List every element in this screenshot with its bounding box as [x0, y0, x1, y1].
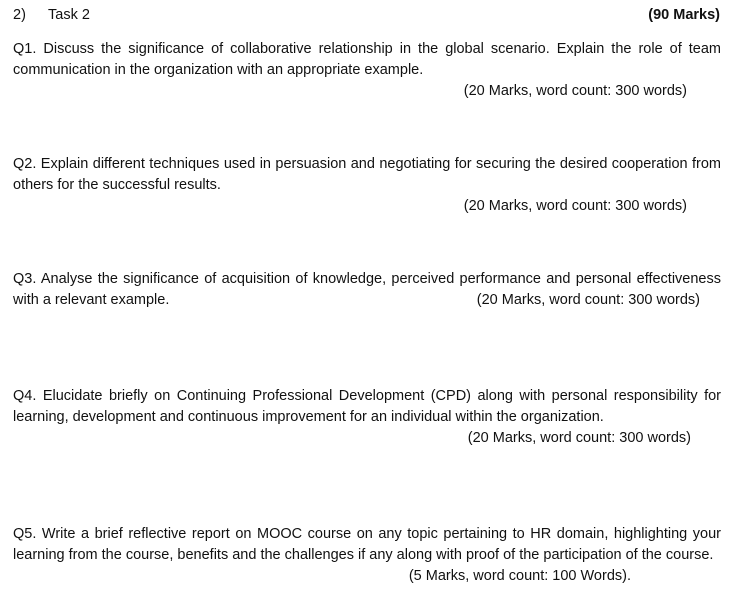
question-3: [13, 269, 721, 311]
question-3-marks: (20 Marks, word count: 300 words): [476, 292, 700, 308]
task-number: 2): [13, 7, 26, 23]
question-1: [13, 39, 721, 102]
question-5-text: Q5. Write a brief reflective report on MOOC course on any topic pertaining to HR domain, highlighting your learning from the course, benefits and the challenges if any along with proof of the participation of the course.: [13, 526, 721, 563]
question-2-marks: (20 Marks, word count: 300 words): [463, 198, 687, 214]
question-1-marks: (20 Marks, word count: 300 words): [463, 83, 687, 99]
question-4-marks: (20 Marks, word count: 300 words): [467, 430, 691, 446]
question-5: [13, 524, 721, 584]
task-header: [13, 5, 720, 27]
question-4-text: Q4. Elucidate briefly on Continuing Professional Development (CPD) along with personal responsibility for learning, development and continuous improvement for an individual within the organization.: [13, 388, 721, 425]
question-5-marks: (5 Marks, word count: 100 Words).: [408, 568, 631, 584]
question-2: [13, 154, 721, 217]
question-2-text: Q2. Explain different techniques used in persuasion and negotiating for securing the desired cooperation from others for the successful results.: [13, 156, 721, 193]
question-4: [13, 386, 721, 449]
question-1-text: Q1. Discuss the significance of collaborative relationship in the global scenario. Explain the role of team communication in the organization with an appropriate example.: [13, 41, 721, 78]
question-3-text: Q3. Analyse the significance of acquisition of knowledge, perceived performance and personal effectiveness with a relevant example.: [13, 271, 721, 308]
total-marks: (90 Marks): [648, 7, 720, 23]
task-title: Task 2: [48, 7, 90, 23]
